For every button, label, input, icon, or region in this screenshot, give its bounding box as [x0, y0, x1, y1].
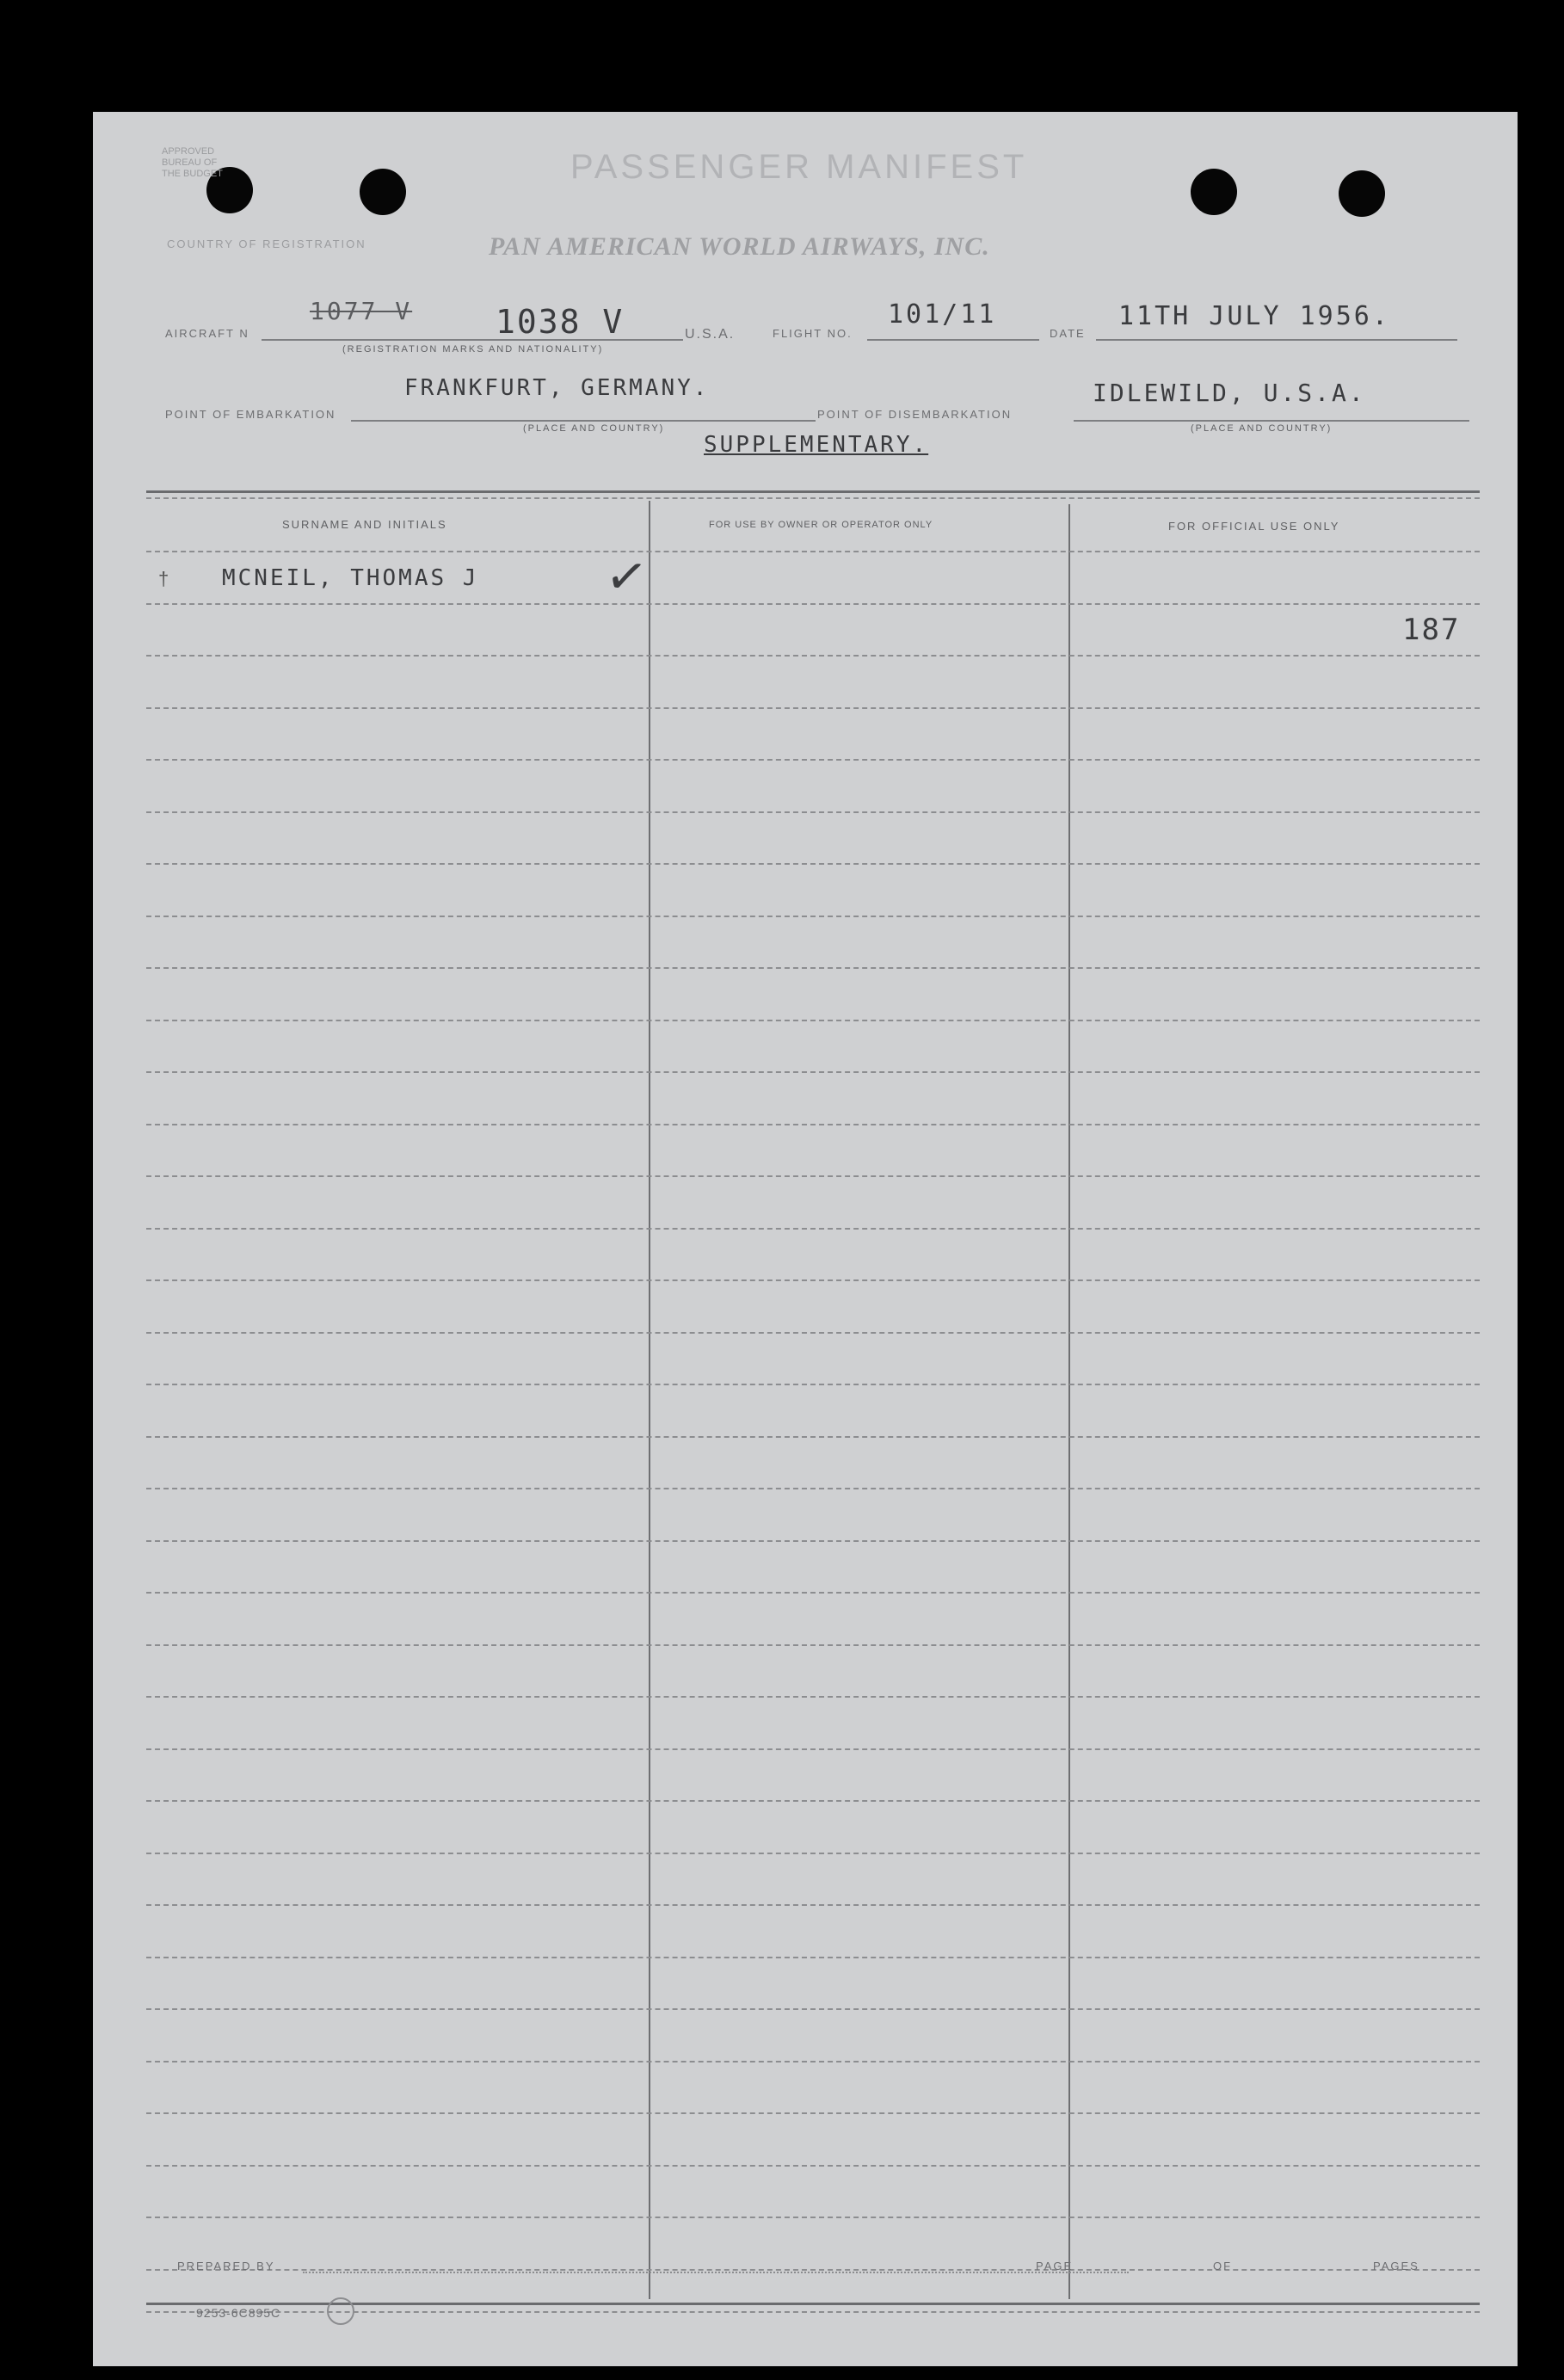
- row-rule: [146, 1436, 1480, 1438]
- of-label: OF: [1213, 2260, 1233, 2272]
- aircraft-label: AIRCRAFT N: [165, 327, 249, 340]
- row-rule: [146, 1332, 1480, 1334]
- row-rule: [146, 1488, 1480, 1489]
- check-mark: ✓: [601, 546, 651, 608]
- punch-hole: [1191, 169, 1237, 215]
- embarkation-sublabel: (PLACE AND COUNTRY): [523, 423, 665, 434]
- page-label: PAGE: [1036, 2260, 1074, 2272]
- row-rule: [146, 811, 1480, 813]
- row-rule: [146, 2217, 1480, 2218]
- flight-date: 11TH JULY 1956.: [1118, 301, 1390, 331]
- column-header-name: SURNAME AND INITIALS: [282, 518, 447, 531]
- row-rule: [146, 1071, 1480, 1073]
- row-rule: [146, 1228, 1480, 1230]
- row-rule: [146, 1800, 1480, 1802]
- embarkation-label: POINT OF EMBARKATION: [165, 408, 336, 421]
- approval-note: APPROVED BUREAU OF THE BUDGET: [162, 146, 223, 179]
- row-rule: [146, 967, 1480, 969]
- row-rule: [146, 863, 1480, 865]
- row-rule: [146, 1020, 1480, 1021]
- date-label: DATE: [1050, 327, 1086, 340]
- flight-label: FLIGHT NO.: [773, 327, 853, 340]
- row-rule: [146, 1540, 1480, 1542]
- passenger-name: MCNEIL, THOMAS J: [222, 565, 479, 591]
- union-seal-icon: [327, 2297, 354, 2325]
- row-rule: [146, 1384, 1480, 1385]
- row-rule: [146, 707, 1480, 709]
- row-rule: [146, 2165, 1480, 2167]
- airline-name: PAN AMERICAN WORLD AIRWAYS, INC.: [489, 232, 990, 261]
- flight-number: 101/11: [888, 299, 997, 330]
- row-rule: [146, 1279, 1480, 1281]
- row-rule: [146, 2112, 1480, 2114]
- disembarkation-label: POINT OF DISEMBARKATION: [817, 408, 1013, 421]
- column-header-operator: FOR USE BY OWNER OR OPERATOR ONLY: [709, 520, 933, 530]
- row-rule: [146, 1696, 1480, 1698]
- row-rule: [146, 1644, 1480, 1646]
- row-rule: [146, 1175, 1480, 1177]
- row-rule: [146, 1853, 1480, 1854]
- row-rule: [146, 2008, 1480, 2010]
- official-number: 187: [1402, 613, 1461, 647]
- row-rule: [146, 1592, 1480, 1594]
- row-rule: [146, 2061, 1480, 2062]
- row-rule: [146, 551, 1480, 552]
- row-rule: [146, 1748, 1480, 1750]
- row-marker: †: [158, 568, 169, 589]
- row-rule: [146, 759, 1480, 761]
- punch-hole: [1339, 170, 1385, 217]
- pages-label: PAGES: [1373, 2260, 1419, 2272]
- row-rule: [146, 2269, 1480, 2271]
- nationality: U.S.A.: [685, 327, 736, 342]
- punch-hole: [360, 169, 406, 215]
- row-rule: [146, 1124, 1480, 1125]
- column-header-official: FOR OFFICIAL USE ONLY: [1168, 520, 1340, 533]
- form-code: 9253-6C895C: [196, 2306, 281, 2320]
- embarkation-place: FRANKFURT, GERMANY.: [404, 375, 710, 401]
- prepared-by-label: PREPARED BY: [177, 2260, 275, 2272]
- row-rule: [146, 916, 1480, 917]
- supplementary-note: SUPPLEMENTARY.: [704, 432, 929, 458]
- row-rule: [146, 1904, 1480, 1906]
- aircraft-struck-value: 1077 V: [310, 297, 413, 325]
- country-label: COUNTRY OF REGISTRATION: [167, 237, 366, 250]
- aircraft-registration: 1038 V: [496, 303, 625, 341]
- registration-sublabel: (REGISTRATION MARKS AND NATIONALITY): [342, 344, 604, 355]
- row-rule: [146, 1957, 1480, 1958]
- row-rule: [146, 603, 1480, 605]
- disembarkation-place: IDLEWILD, U.S.A.: [1093, 379, 1366, 407]
- manifest-sheet: [93, 112, 1518, 2366]
- disembarkation-sublabel: (PLACE AND COUNTRY): [1191, 423, 1333, 434]
- row-rule: [146, 655, 1480, 657]
- page-title: PASSENGER MANIFEST: [570, 148, 1028, 186]
